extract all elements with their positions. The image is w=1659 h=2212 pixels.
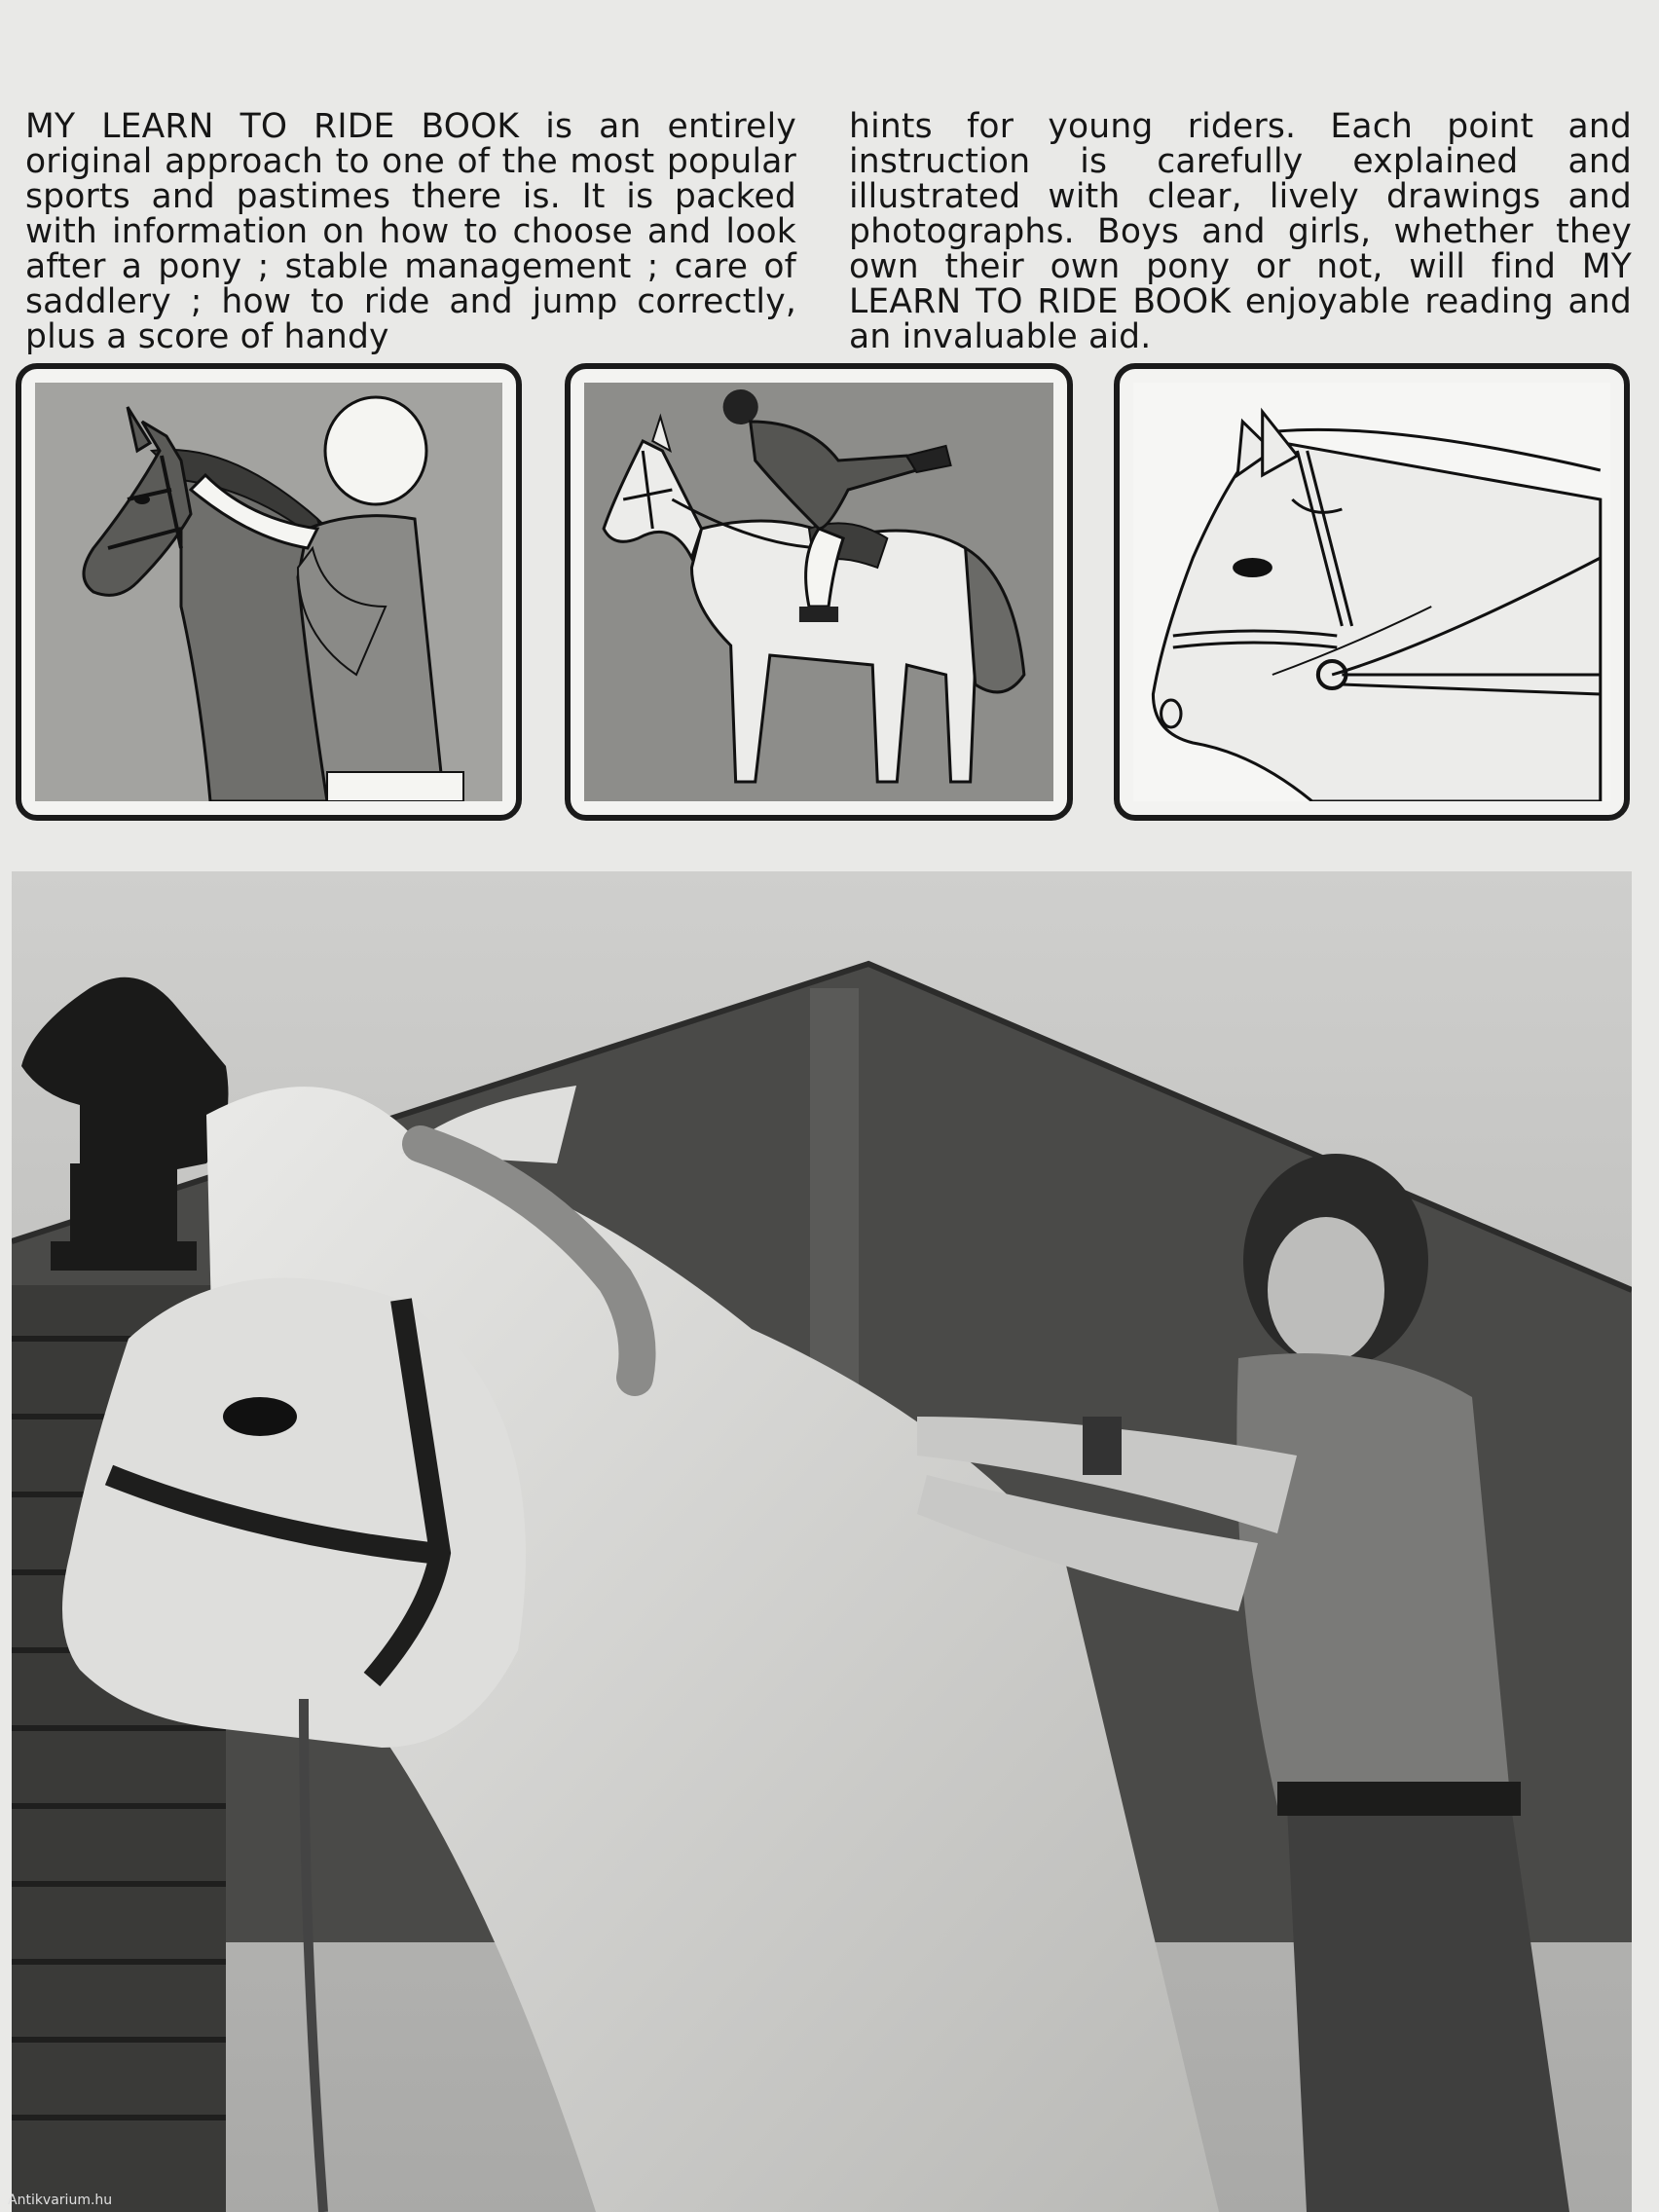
intro-paragraph-part-2: hints for young riders. Each point and instruction is carefully explained and illustrated with clear, lively drawings and photographs. Boys and girls, whether they own their own pony or not, will find MY LEARN TO RIDE BOOK enjoyable reading and an invaluable aid. (849, 107, 1632, 356)
illustration-panel-grooming (16, 363, 522, 821)
girl-plaiting-pony-mane-photo (12, 871, 1632, 2212)
horse-head-bridle-illustration (1133, 383, 1610, 801)
watermark: Antikvarium.hu (8, 2193, 113, 2208)
girl-grooming-horse-illustration (35, 383, 502, 801)
illustration-panel-bridle (1114, 363, 1630, 821)
intro-text-left-column (25, 109, 796, 354)
rider-mounting-pony-illustration (584, 383, 1053, 801)
photo-girl-plaiting-pony (12, 871, 1632, 2212)
intro-paragraph-part-1: MY LEARN TO RIDE BOOK is an entirely original approach to one of the most popular sports and pastimes there is. It is packed with information on how to choose and look after a pony ; stable management ; care of saddlery ; how to ride and jump correctly, plus a score of handy (25, 107, 796, 356)
illustration-panel-mounting (565, 363, 1073, 821)
intro-text-right-column (849, 109, 1632, 354)
